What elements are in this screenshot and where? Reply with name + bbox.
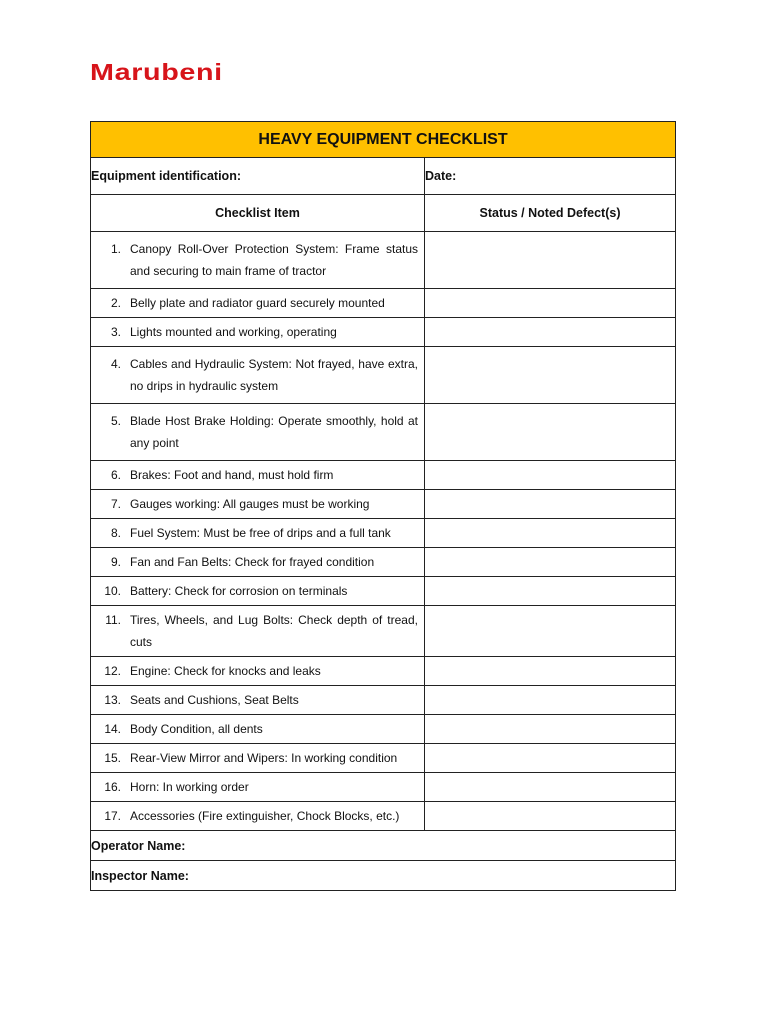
item-text: Rear-View Mirror and Wipers: In working condition — [130, 751, 398, 765]
checklist-item — [91, 232, 425, 289]
checklist-item — [91, 318, 425, 347]
column-header-row — [91, 195, 676, 232]
checklist-item — [91, 404, 425, 461]
form-title: HEAVY EQUIPMENT CHECKLIST — [91, 122, 676, 158]
status-cell[interactable] — [425, 577, 676, 606]
checklist-item — [91, 289, 425, 318]
status-header: Status / Noted Defect(s) — [425, 195, 676, 232]
status-cell[interactable] — [425, 461, 676, 490]
item-number: 3. — [110, 325, 121, 339]
item-text: Body Condition, all dents — [130, 722, 263, 736]
status-cell[interactable] — [425, 773, 676, 802]
date-field[interactable]: Date: — [425, 158, 676, 195]
status-cell[interactable] — [425, 289, 676, 318]
item-text: Seats and Cushions, Seat Belts — [130, 693, 299, 707]
item-number: 14. — [104, 722, 121, 736]
item-text: Accessories (Fire extinguisher, Chock Blocks, etc.) — [130, 809, 400, 823]
checklist-row — [91, 715, 676, 744]
checklist-row — [91, 657, 676, 686]
checklist-row — [91, 490, 676, 519]
item-number: 16. — [104, 780, 121, 794]
item-text: Engine: Check for knocks and leaks — [130, 664, 321, 678]
status-cell[interactable] — [425, 686, 676, 715]
status-cell[interactable] — [425, 490, 676, 519]
status-cell[interactable] — [425, 548, 676, 577]
checklist-row — [91, 606, 676, 657]
checklist-row — [91, 548, 676, 577]
item-number: 6. — [110, 468, 121, 482]
status-cell[interactable] — [425, 606, 676, 657]
inspector-name-field[interactable]: Inspector Name: — [91, 861, 676, 891]
item-text: Blade Host Brake Holding: Operate smoothly, hold at any point — [130, 414, 418, 450]
checklist-item — [91, 577, 425, 606]
status-cell[interactable] — [425, 404, 676, 461]
status-cell[interactable] — [425, 715, 676, 744]
inspector-row — [91, 861, 676, 891]
item-number: 9. — [110, 555, 121, 569]
checklist-item — [91, 347, 425, 404]
checklist-item — [91, 606, 425, 657]
item-text: Fan and Fan Belts: Check for frayed condition — [130, 555, 375, 569]
checklist-row — [91, 519, 676, 548]
status-cell[interactable] — [425, 657, 676, 686]
item-text: Cables and Hydraulic System: Not frayed, have extra, no drips in hydraulic system — [130, 357, 418, 393]
checklist-item — [91, 519, 425, 548]
checklist-item — [91, 686, 425, 715]
checklist-item — [91, 657, 425, 686]
checklist-item — [91, 744, 425, 773]
operator-row — [91, 831, 676, 861]
item-text: Brakes: Foot and hand, must hold firm — [130, 468, 334, 482]
checklist-item — [91, 715, 425, 744]
item-text: Gauges working: All gauges must be working — [130, 497, 370, 511]
heavy-equipment-checklist-table — [90, 121, 676, 891]
equipment-identification-field[interactable]: Equipment identification: — [91, 158, 425, 195]
checklist-row — [91, 232, 676, 289]
item-number: 11. — [105, 613, 121, 627]
item-number: 17. — [104, 809, 121, 823]
checklist-row — [91, 347, 676, 404]
item-number: 4. — [110, 357, 121, 371]
identification-row — [91, 158, 676, 195]
status-cell[interactable] — [425, 232, 676, 289]
item-text: Tires, Wheels, and Lug Bolts: Check depth of tread, cuts — [130, 613, 418, 649]
item-number: 8. — [110, 526, 121, 540]
item-number: 13. — [104, 693, 121, 707]
checklist-row — [91, 686, 676, 715]
checklist-row — [91, 773, 676, 802]
checklist-row — [91, 461, 676, 490]
checklist-item — [91, 802, 425, 831]
status-cell[interactable] — [425, 802, 676, 831]
checklist-row — [91, 404, 676, 461]
status-cell[interactable] — [425, 347, 676, 404]
item-text: Fuel System: Must be free of drips and a full tank — [130, 526, 391, 540]
item-number: 10. — [104, 584, 121, 598]
item-number: 5. — [110, 414, 121, 428]
checklist-row — [91, 577, 676, 606]
item-number: 2. — [110, 296, 121, 310]
item-text: Belly plate and radiator guard securely mounted — [130, 296, 385, 310]
item-number: 12. — [104, 664, 121, 678]
operator-name-field[interactable]: Operator Name: — [91, 831, 676, 861]
title-row — [91, 122, 676, 158]
checklist-row — [91, 744, 676, 773]
checklist-item — [91, 461, 425, 490]
status-cell[interactable] — [425, 744, 676, 773]
item-number: 7. — [110, 497, 121, 511]
item-text: Horn: In working order — [130, 780, 249, 794]
status-cell[interactable] — [425, 318, 676, 347]
marubeni-logo: Marubeni — [90, 59, 223, 85]
checklist-row — [91, 802, 676, 831]
item-text: Battery: Check for corrosion on terminals — [130, 584, 348, 598]
item-text: Lights mounted and working, operating — [130, 325, 337, 339]
item-number: 15. — [104, 751, 121, 765]
checklist-item — [91, 773, 425, 802]
checklist-item — [91, 490, 425, 519]
checklist-row — [91, 318, 676, 347]
item-number: 1. — [110, 242, 121, 256]
item-text: Canopy Roll-Over Protection System: Frame status and securing to main frame of tractor — [130, 242, 418, 278]
status-cell[interactable] — [425, 519, 676, 548]
checklist-item-header: Checklist Item — [91, 195, 425, 232]
checklist-row — [91, 289, 676, 318]
checklist-item — [91, 548, 425, 577]
